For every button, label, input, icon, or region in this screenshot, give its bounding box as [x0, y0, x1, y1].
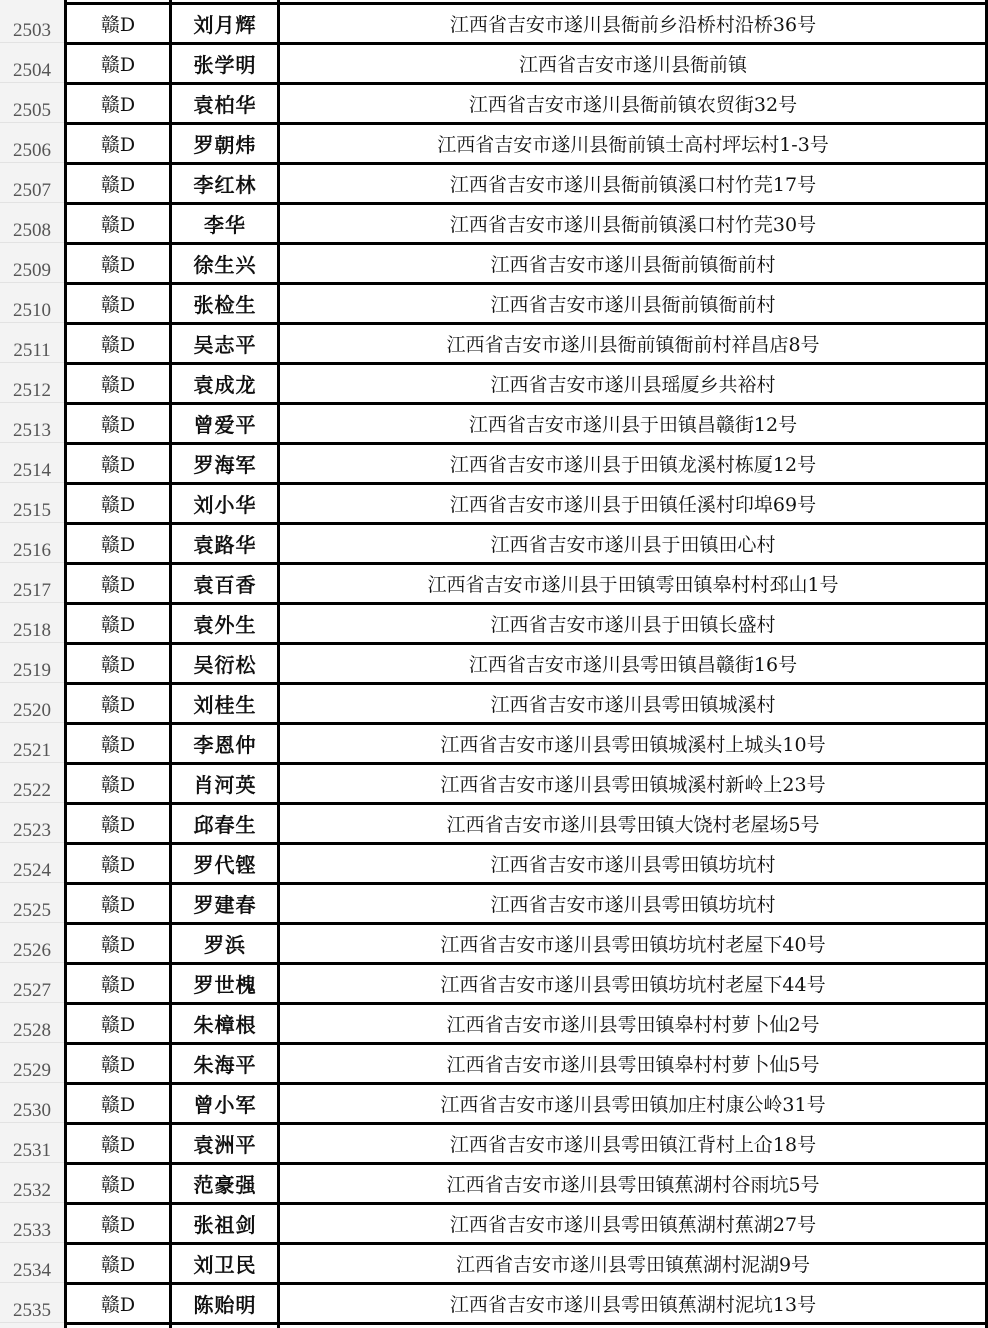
name-cell[interactable]: 陈贻明	[193, 1292, 257, 1317]
row-number[interactable]: 2522	[0, 763, 64, 803]
table-row	[0, 83, 988, 123]
plate-cell[interactable]: 赣D	[100, 1213, 136, 1236]
grid-line	[65, 122, 988, 125]
address-cell[interactable]: 江西省吉安市遂川县雩田镇大饶村老屋场5号	[446, 813, 820, 836]
address-cell[interactable]: 江西省吉安市遂川县瑶厦乡共裕村	[490, 373, 776, 396]
row-number[interactable]: 2515	[0, 483, 64, 523]
row-number[interactable]: 2514	[0, 443, 64, 483]
name-cell[interactable]: 袁外生	[193, 612, 257, 637]
name-cell[interactable]: 朱海平	[193, 1052, 257, 1077]
row-number[interactable]: 2530	[0, 1083, 64, 1123]
grid-line	[65, 1202, 988, 1205]
table-row	[0, 1203, 988, 1243]
address-cell[interactable]: 江西省吉安市遂川县雩田镇坊坑村老屋下40号	[440, 933, 826, 956]
table-row	[0, 963, 988, 1003]
plate-cell[interactable]: 赣D	[100, 213, 136, 236]
grid-line	[65, 482, 988, 485]
name-cell[interactable]: 袁柏华	[193, 92, 257, 117]
table-row	[0, 1163, 988, 1203]
grid-line	[65, 1322, 988, 1325]
name-cell[interactable]: 曾小军	[193, 1092, 257, 1117]
address-cell[interactable]: 江西省吉安市遂川县衙前镇溪口村竹芫17号	[449, 173, 817, 196]
plate-cell[interactable]: 赣D	[100, 1293, 136, 1316]
row-number[interactable]: 2503	[0, 3, 64, 43]
grid-line	[65, 282, 988, 285]
grid-line	[65, 562, 988, 565]
grid-line	[65, 82, 988, 85]
grid-line	[65, 1242, 988, 1245]
name-cell[interactable]: 罗建春	[193, 892, 257, 917]
address-cell[interactable]: 江西省吉安市遂川县于田镇任溪村印埠69号	[449, 493, 817, 516]
plate-cell[interactable]: 赣D	[100, 813, 136, 836]
row-number[interactable]: 2529	[0, 1043, 64, 1083]
name-cell[interactable]: 吴衍松	[193, 652, 257, 677]
address-cell[interactable]: 江西省吉安市遂川县雩田镇蕉湖村泥坑13号	[449, 1293, 817, 1316]
table-row	[0, 163, 988, 203]
grid-line	[65, 1002, 988, 1005]
table-row	[0, 563, 988, 603]
table-row	[0, 1123, 988, 1163]
row-number[interactable]: 2520	[0, 683, 64, 723]
row-number[interactable]: 2516	[0, 523, 64, 563]
grid-line	[65, 362, 988, 365]
name-cell[interactable]: 邱春生	[193, 812, 257, 837]
name-cell[interactable]: 范豪强	[193, 1172, 257, 1197]
name-cell[interactable]: 朱樟根	[193, 1012, 257, 1037]
table-row	[0, 123, 988, 163]
name-cell[interactable]: 刘卫民	[193, 1252, 257, 1277]
name-cell[interactable]: 袁路华	[193, 532, 257, 557]
plate-cell[interactable]: 赣D	[100, 1053, 136, 1076]
address-cell[interactable]: 江西省吉安市遂川县雩田镇皋村村萝卜仙2号	[446, 1013, 820, 1036]
table-row	[0, 1243, 988, 1283]
name-cell[interactable]: 罗海军	[193, 452, 257, 477]
plate-cell[interactable]: 赣D	[100, 773, 136, 796]
plate-cell[interactable]: 赣D	[100, 933, 136, 956]
address-cell[interactable]: 江西省吉安市遂川县于田镇龙溪村栋厦12号	[449, 453, 817, 476]
table-row	[0, 643, 988, 683]
name-cell[interactable]: 罗浜	[204, 932, 246, 957]
row-number[interactable]: 2521	[0, 723, 64, 763]
address-cell[interactable]: 江西省吉安市遂川县衙前镇农贸街32号	[468, 93, 798, 116]
row-number[interactable]: 2512	[0, 363, 64, 403]
grid-line	[65, 1042, 988, 1045]
address-cell[interactable]: 江西省吉安市遂川县于田镇昌赣街12号	[468, 413, 798, 436]
grid-line	[65, 1162, 988, 1165]
grid-line	[65, 602, 988, 605]
plate-cell[interactable]: 赣D	[100, 733, 136, 756]
address-cell[interactable]: 江西省吉安市遂川县雩田镇加庄村康公岭31号	[440, 1093, 826, 1116]
plate-cell[interactable]: 赣D	[100, 173, 136, 196]
row-number[interactable]: 2518	[0, 603, 64, 643]
address-cell[interactable]: 江西省吉安市遂川县衙前镇	[518, 53, 747, 76]
plate-cell[interactable]: 赣D	[100, 613, 136, 636]
plate-cell[interactable]: 赣D	[100, 373, 136, 396]
table-row	[0, 1083, 988, 1123]
name-cell[interactable]: 袁成龙	[193, 372, 257, 397]
grid-line	[65, 42, 988, 45]
name-cell[interactable]: 曾爱平	[193, 412, 257, 437]
name-cell[interactable]: 刘月辉	[193, 12, 257, 37]
table-row	[0, 603, 988, 643]
plate-cell[interactable]: 赣D	[100, 413, 136, 436]
plate-cell[interactable]: 赣D	[100, 693, 136, 716]
name-cell[interactable]: 张检生	[193, 292, 257, 317]
row-number[interactable]: 2505	[0, 83, 64, 123]
grid-line	[65, 842, 988, 845]
name-cell[interactable]: 罗世槐	[193, 972, 257, 997]
name-cell[interactable]: 刘桂生	[193, 692, 257, 717]
grid-line	[64, 0, 67, 1328]
address-cell[interactable]: 江西省吉安市遂川县衙前乡沿桥村沿桥36号	[449, 13, 817, 36]
name-cell[interactable]: 罗朝炜	[193, 132, 257, 157]
table-row	[0, 843, 988, 883]
table-row	[0, 483, 988, 523]
plate-cell[interactable]: 赣D	[100, 253, 136, 276]
table-row	[0, 1003, 988, 1043]
name-cell[interactable]: 徐生兴	[193, 252, 257, 277]
grid-line	[277, 0, 280, 1328]
plate-cell[interactable]: 赣D	[100, 133, 136, 156]
address-cell[interactable]: 江西省吉安市遂川县雩田镇蕉湖村谷雨坑5号	[446, 1173, 820, 1196]
table-row	[0, 243, 988, 283]
table-row	[0, 443, 988, 483]
address-cell[interactable]: 江西省吉安市遂川县于田镇雩田镇皋村村邳山1号	[427, 573, 839, 596]
address-cell[interactable]: 江西省吉安市遂川县于田镇田心村	[490, 533, 776, 556]
address-cell[interactable]: 江西省吉安市遂川县雩田镇坊坑村老屋下44号	[440, 973, 826, 996]
plate-cell[interactable]: 赣D	[100, 293, 136, 316]
row-number[interactable]: 2506	[0, 123, 64, 163]
row-number[interactable]: 2517	[0, 563, 64, 603]
table-row	[0, 803, 988, 843]
table-row	[0, 283, 988, 323]
name-cell[interactable]: 袁百香	[193, 572, 257, 597]
plate-cell[interactable]: 赣D	[100, 333, 136, 356]
grid-line	[65, 922, 988, 925]
name-cell[interactable]: 张学明	[193, 52, 257, 77]
grid-line	[65, 1282, 988, 1285]
address-cell[interactable]: 江西省吉安市遂川县衙前镇士高村坪坛村1-3号	[437, 133, 829, 156]
address-cell[interactable]: 江西省吉安市遂川县雩田镇城溪村新岭上23号	[440, 773, 826, 796]
table-row	[0, 43, 988, 83]
row-number[interactable]: 2531	[0, 1123, 64, 1163]
address-cell[interactable]: 江西省吉安市遂川县衙前镇溪口村竹芫30号	[449, 213, 817, 236]
plate-cell[interactable]: 赣D	[100, 653, 136, 676]
row-number[interactable]: 2509	[0, 243, 64, 283]
row-number[interactable]: 2519	[0, 643, 64, 683]
plate-cell[interactable]: 赣D	[100, 1173, 136, 1196]
row-number[interactable]: 2528	[0, 1003, 64, 1043]
plate-cell[interactable]: 赣D	[100, 493, 136, 516]
address-cell[interactable]: 江西省吉安市遂川县雩田镇江背村上仚18号	[449, 1133, 817, 1156]
plate-cell[interactable]: 赣D	[100, 1133, 136, 1156]
address-cell[interactable]: 江西省吉安市遂川县雩田镇蕉湖村泥湖9号	[455, 1253, 811, 1276]
name-cell[interactable]: 罗代铿	[193, 852, 257, 877]
row-number[interactable]: 2524	[0, 843, 64, 883]
row-number[interactable]: 2535	[0, 1283, 64, 1323]
table-row	[0, 923, 988, 963]
plate-cell[interactable]: 赣D	[100, 853, 136, 876]
grid-line	[65, 322, 988, 325]
table-row	[0, 203, 988, 243]
grid-line	[65, 442, 988, 445]
grid-line	[65, 402, 988, 405]
grid-line	[65, 522, 988, 525]
plate-cell[interactable]: 赣D	[100, 453, 136, 476]
grid-line	[65, 642, 988, 645]
row-number[interactable]: 2534	[0, 1243, 64, 1283]
address-cell[interactable]: 江西省吉安市遂川县雩田镇坊坑村	[490, 853, 776, 876]
table-row	[0, 1043, 988, 1083]
name-cell[interactable]: 张祖剑	[193, 1212, 257, 1237]
row-number[interactable]: 2532	[0, 1163, 64, 1203]
row-number[interactable]: 2533	[0, 1203, 64, 1243]
name-cell[interactable]: 袁洲平	[193, 1132, 257, 1157]
plate-cell[interactable]: 赣D	[100, 1013, 136, 1036]
name-cell[interactable]: 李红林	[193, 172, 257, 197]
name-cell[interactable]: 李恩仲	[193, 732, 257, 757]
address-cell[interactable]: 江西省吉安市遂川县衙前镇衙前村	[490, 293, 776, 316]
grid-line	[65, 882, 988, 885]
address-cell[interactable]: 江西省吉安市遂川县雩田镇蕉湖村蕉湖27号	[449, 1213, 817, 1236]
table-row	[0, 403, 988, 443]
plate-cell[interactable]: 赣D	[100, 93, 136, 116]
row-number[interactable]: 2527	[0, 963, 64, 1003]
plate-cell[interactable]: 赣D	[100, 893, 136, 916]
plate-cell[interactable]: 赣D	[100, 13, 136, 36]
grid-line	[65, 162, 988, 165]
row-number[interactable]: 2507	[0, 163, 64, 203]
row-number[interactable]: 2508	[0, 203, 64, 243]
table-row	[0, 323, 988, 363]
row-number[interactable]: 2510	[0, 283, 64, 323]
grid-line	[65, 962, 988, 965]
grid-line	[65, 762, 988, 765]
address-cell[interactable]: 江西省吉安市遂川县雩田镇城溪村上城头10号	[440, 733, 826, 756]
table-row	[0, 363, 988, 403]
row-number[interactable]: 2523	[0, 803, 64, 843]
address-cell[interactable]: 江西省吉安市遂川县雩田镇坊坑村	[490, 893, 776, 916]
row-number[interactable]: 2526	[0, 923, 64, 963]
address-cell[interactable]: 江西省吉安市遂川县衙前镇衙前村	[490, 253, 776, 276]
plate-cell[interactable]: 赣D	[100, 1093, 136, 1116]
address-cell[interactable]: 江西省吉安市遂川县雩田镇皋村村萝卜仙5号	[446, 1053, 820, 1076]
plate-cell[interactable]: 赣D	[100, 573, 136, 596]
table-row	[0, 763, 988, 803]
grid-line	[65, 1082, 988, 1085]
address-cell[interactable]: 江西省吉安市遂川县雩田镇昌赣街16号	[468, 653, 798, 676]
row-number[interactable]: 2504	[0, 43, 64, 83]
grid-line	[65, 202, 988, 205]
plate-cell[interactable]: 赣D	[100, 53, 136, 76]
name-cell[interactable]: 肖河英	[193, 772, 257, 797]
row-number[interactable]: 2513	[0, 403, 64, 443]
plate-cell[interactable]: 赣D	[100, 1253, 136, 1276]
grid-line	[65, 682, 988, 685]
row-number[interactable]: 2511	[0, 323, 64, 363]
row-number[interactable]: 2525	[0, 883, 64, 923]
name-cell[interactable]: 刘小华	[193, 492, 257, 517]
plate-cell[interactable]: 赣D	[100, 973, 136, 996]
table-row	[0, 1283, 988, 1323]
grid-line	[65, 802, 988, 805]
name-cell[interactable]: 吴志平	[193, 332, 257, 357]
table-row	[0, 883, 988, 923]
table-row	[0, 3, 988, 43]
plate-cell[interactable]: 赣D	[100, 533, 136, 556]
address-cell[interactable]: 江西省吉安市遂川县衙前镇衙前村祥昌店8号	[446, 333, 820, 356]
name-cell[interactable]: 李华	[204, 212, 246, 237]
grid-line	[65, 2, 988, 5]
grid-line	[65, 722, 988, 725]
grid-line	[65, 242, 988, 245]
table-row	[0, 723, 988, 763]
address-cell[interactable]: 江西省吉安市遂川县雩田镇城溪村	[490, 693, 776, 716]
table-row	[0, 683, 988, 723]
address-cell[interactable]: 江西省吉安市遂川县于田镇长盛村	[490, 613, 776, 636]
table-row	[0, 523, 988, 563]
grid-line	[65, 1122, 988, 1125]
grid-line	[169, 0, 172, 1328]
